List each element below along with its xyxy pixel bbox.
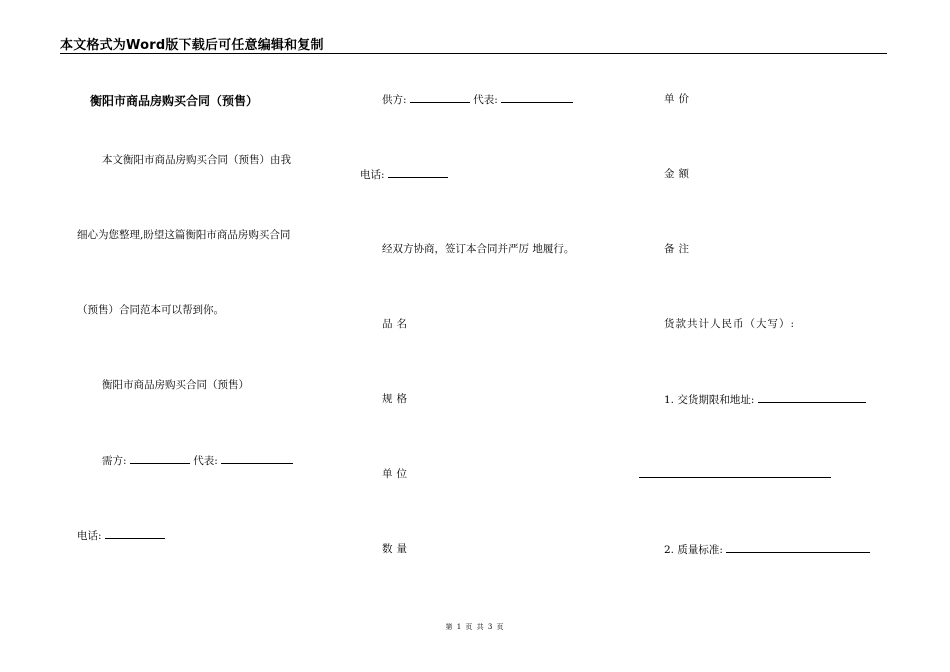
buyer-blank [130, 453, 190, 464]
intro-line-3: （预售）合同范本可以帮到你。 [77, 304, 224, 316]
item-qty-header: 数量 [382, 543, 411, 555]
supplier-phone-line [360, 167, 448, 182]
page-header-title: 本文格式为Word版下载后可任意编辑和复制 [60, 38, 324, 53]
supplier-rep-label: 代表: [473, 94, 498, 106]
intro-line-1: 本文衡阳市商品房购买合同（预售）由我 [102, 154, 291, 166]
buyer-label: 需方: [102, 455, 127, 467]
intro-line-2: 细心为您整理,盼望这篇衡阳市商品房购买合同 [77, 229, 291, 241]
delivery-label: 1. 交货期限和地址: [664, 394, 755, 406]
page-footer: 第 1 页 共 3 页 [445, 623, 505, 631]
contract-subtitle: 衡阳市商品房购买合同（预售） [102, 379, 249, 391]
supplier-phone-blank [388, 167, 448, 178]
buyer-rep-label: 代表: [193, 455, 218, 467]
buyer-rep-blank [221, 453, 293, 464]
buyer-phone-blank [105, 528, 165, 539]
item-spec-header: 规格 [382, 393, 411, 405]
total-rmb-label: 货款共计人民币（大写）: [664, 318, 796, 330]
quality-blank [726, 542, 870, 553]
supplier-line [382, 92, 573, 107]
amount-header: 金额 [664, 168, 693, 180]
unit-price-header: 单价 [664, 93, 693, 105]
item-unit-header: 单位 [382, 468, 411, 480]
quality-line [664, 542, 870, 557]
delivery-continuation-line [639, 477, 831, 478]
buyer-phone-line [77, 528, 165, 543]
agreement-text: 经双方协商，签订本合同并严厉 地履行。 [382, 243, 575, 255]
supplier-phone-label: 电话: [360, 169, 385, 181]
buyer-line [102, 453, 293, 468]
document-title: 衡阳市商品房购买合同（预售） [90, 94, 259, 108]
buyer-phone-label: 电话: [77, 530, 102, 542]
header-divider [60, 53, 887, 54]
item-name-header: 品名 [382, 318, 411, 330]
quality-label: 2. 质量标准: [664, 544, 723, 556]
supplier-rep-blank [501, 92, 573, 103]
delivery-blank [758, 392, 866, 403]
remarks-header: 备注 [664, 243, 693, 255]
supplier-blank [410, 92, 470, 103]
delivery-line [664, 392, 866, 407]
supplier-label: 供方: [382, 94, 407, 106]
